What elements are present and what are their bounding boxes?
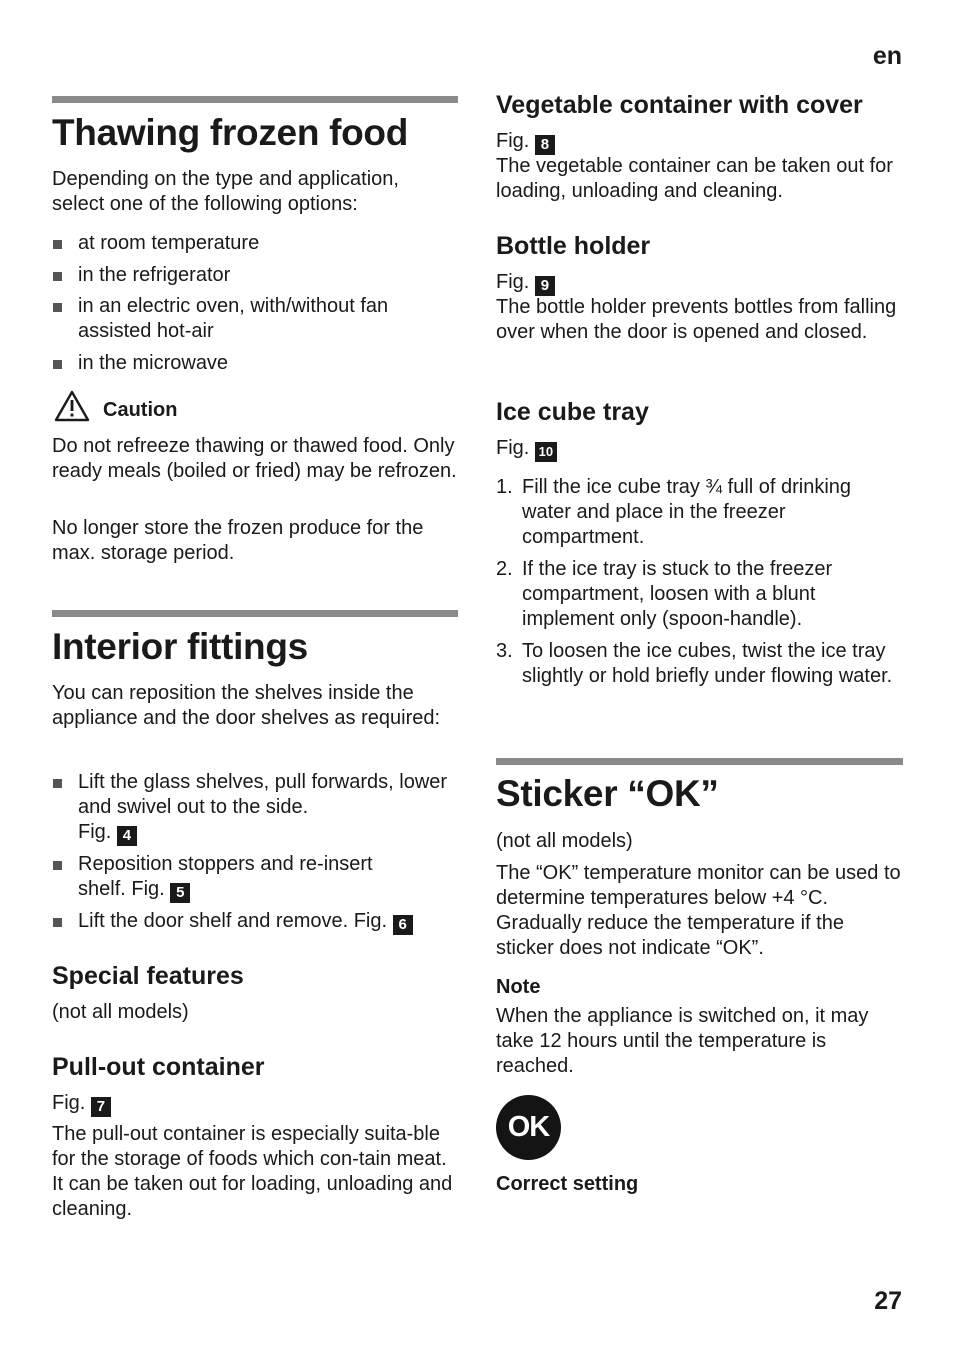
caution-text-2: No longer store the frozen produce for the max. storage period. bbox=[52, 517, 424, 564]
ice-cube-fig: Fig. 10 bbox=[496, 436, 557, 462]
list-item: in an electric oven, with/without fan assisted hot-air bbox=[52, 294, 442, 344]
ice-cube-title: Ice cube tray bbox=[496, 398, 649, 426]
list-item: 2. If the ice tray is stuck to the freezer compartment, loosen with a blunt implement only (spoon-handle). bbox=[496, 558, 833, 630]
interior-title: Interior fittings bbox=[52, 626, 308, 667]
pullout-fig: Fig. 7 bbox=[52, 1091, 111, 1117]
special-features-title: Special features bbox=[52, 962, 244, 990]
sticker-title: Sticker “OK” bbox=[496, 773, 719, 814]
figure-number: 10 bbox=[535, 442, 557, 462]
interior-intro: You can reposition the shelves inside the appliance and the door shelves as required: bbox=[52, 682, 441, 729]
caution-row bbox=[52, 390, 352, 424]
ok-badge-caption: Correct setting bbox=[496, 1173, 639, 1195]
thawing-title: Thawing frozen food bbox=[52, 112, 409, 153]
sticker-text: The “OK” temperature monitor can be used to determine temperatures below +4 °C. Gradually reduce the temperature if the sticker does not indicate “OK”. bbox=[496, 862, 901, 959]
section-divider bbox=[52, 610, 458, 617]
ok-badge bbox=[496, 1095, 561, 1160]
figure-number: 4 bbox=[117, 826, 137, 846]
list-item: in the refrigerator bbox=[52, 263, 458, 288]
special-features-note: (not all models) bbox=[52, 1001, 189, 1023]
thawing-intro: Depending on the type and application, select one of the following options: bbox=[52, 168, 399, 215]
note-text: When the appliance is switched on, it may take 12 hours until the temperature is reached. bbox=[496, 1005, 869, 1077]
list-item: in the microwave bbox=[52, 351, 458, 376]
list-item: 3. To loosen the ice cubes, twist the ice tray slightly or hold briefly under flowing water. bbox=[496, 640, 893, 687]
pullout-text: The pull-out container is especially suita-ble for the storage of foods which con-tain meat. It can be taken out for loading, unloading and cleaning. bbox=[52, 1123, 453, 1220]
vegetable-text: The vegetable container can be taken out for loading, unloading and cleaning. bbox=[496, 155, 893, 202]
bottle-holder-title: Bottle holder bbox=[496, 232, 651, 260]
bottle-holder-text: The bottle holder prevents bottles from falling over when the door is opened and closed. bbox=[496, 296, 897, 343]
list-item: Lift the glass shelves, pull forwards, lower and swivel out to the side. Fig. 4 bbox=[52, 770, 452, 846]
sticker-models: (not all models) bbox=[496, 830, 633, 852]
bottle-holder-fig: Fig. 9 bbox=[496, 270, 555, 296]
page-number: 27 bbox=[874, 1287, 902, 1315]
note-label: Note bbox=[496, 976, 541, 998]
caution-text: Do not refreeze thawing or thawed food. Only ready meals (boiled or fried) may be refrozen. bbox=[52, 435, 457, 482]
figure-number: 9 bbox=[535, 276, 555, 296]
pullout-title: Pull-out container bbox=[52, 1053, 265, 1081]
vegetable-fig: Fig. 8 bbox=[496, 129, 555, 155]
figure-number: 7 bbox=[91, 1097, 111, 1117]
warning-triangle-icon bbox=[54, 390, 90, 422]
list-item: 1. Fill the ice cube tray ¾ full of drinking water and place in the freezer compartment. bbox=[496, 476, 852, 548]
figure-number: 5 bbox=[170, 883, 190, 903]
language-code: en bbox=[872, 42, 902, 70]
vegetable-title: Vegetable container with cover bbox=[496, 91, 863, 119]
figure-number: 6 bbox=[393, 915, 413, 935]
section-divider bbox=[496, 758, 903, 765]
list-item: at room temperature bbox=[52, 231, 458, 256]
section-divider bbox=[52, 96, 458, 103]
ok-badge-text: OK bbox=[507, 1111, 550, 1143]
caution-label: Caution bbox=[103, 399, 178, 421]
list-item: Lift the door shelf and remove. Fig. 6 bbox=[52, 909, 458, 935]
list-item: Reposition stoppers and re-insert shelf. Fig. 5 bbox=[52, 852, 422, 903]
figure-number: 8 bbox=[535, 135, 555, 155]
